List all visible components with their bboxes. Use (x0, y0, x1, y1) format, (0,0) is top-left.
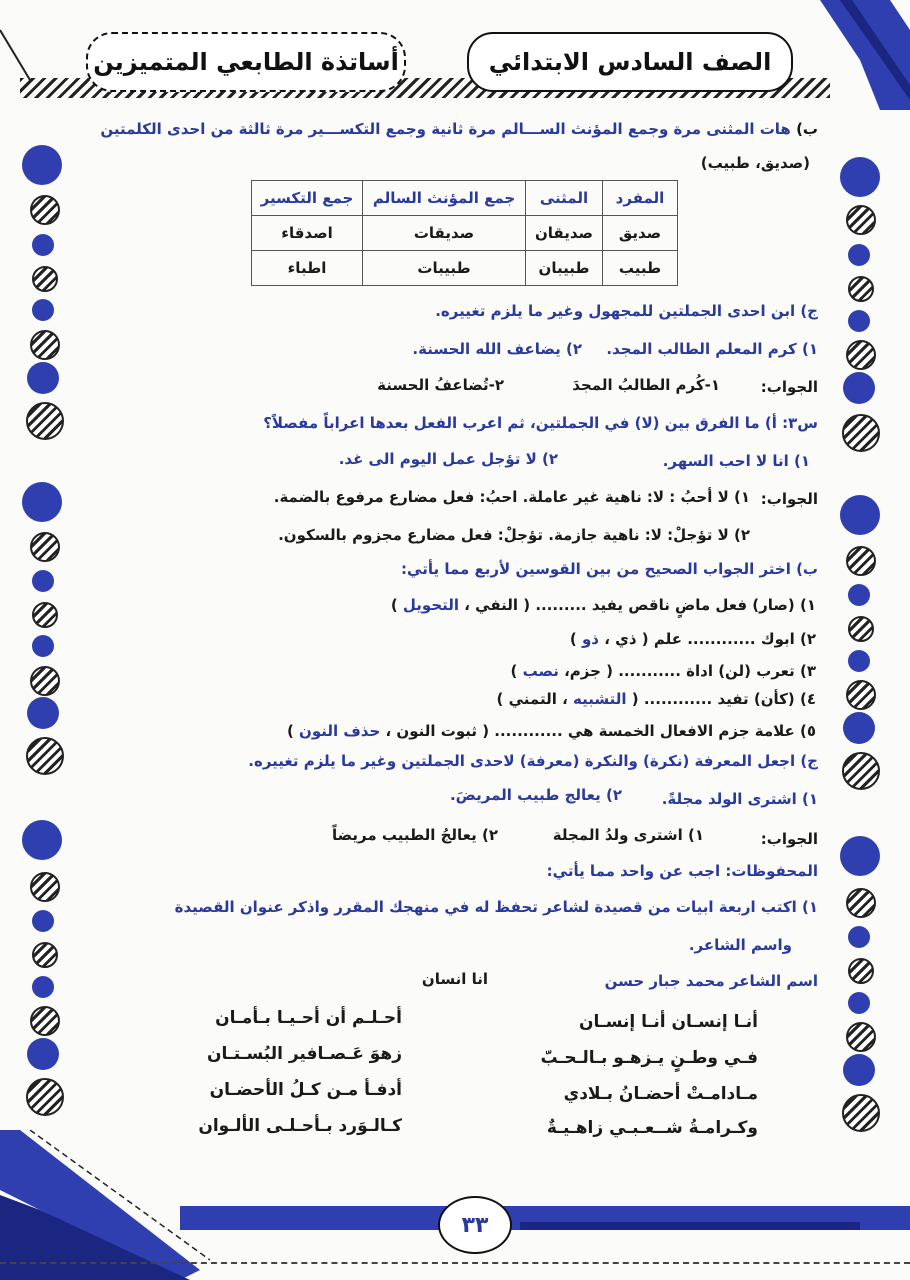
poem-verse-right-4: وكـرامـةُ شــعـبـي زاهـيـةٌ (546, 1118, 758, 1138)
section-c1-sentence-1: ١) كرم المعلم الطالب المجد. (606, 340, 818, 358)
deco-dot (32, 910, 54, 932)
section-b1-question: ب) هات المثنى مرة وجمع المؤنث الســـالم مرة ثانية وجمع التكســـير مرة ثالثة من احدى الكلمتين (100, 120, 818, 138)
corner-stripe-top-left (0, 0, 40, 80)
deco-hatched-dot (26, 402, 64, 440)
teachers-title: أساتذة الطابعي المتميزين (93, 48, 399, 76)
section-c2-answer-2: ٢) يعالجُ الطبيب مريضاً (331, 826, 498, 844)
deco-dot (32, 976, 54, 998)
choice-item-5: ٥) علامة جزم الافعال الخمسة هي ............ ( ثبوت النون ، حذف النون ) (286, 722, 816, 740)
choice-answer: التحويل (402, 596, 460, 614)
section-b2-question: ب) اختر الجواب الصحيح من بين القوسين لأربع مما يأتي: (401, 560, 818, 578)
q3-answer-label: الجواب: (760, 490, 818, 508)
deco-hatched-dot (30, 666, 60, 696)
choice-item-3: ٣) تعرب (لن) اداة ........... ( جزم، نصب ) (510, 662, 816, 680)
deco-dot (32, 234, 54, 256)
deco-dot (843, 712, 875, 744)
deco-dot (840, 157, 880, 197)
section-c2-answer-label: الجواب: (760, 830, 818, 848)
plural-forms-table (251, 180, 678, 286)
choice-item-1: ١) (صار) فعل ماضٍ ناقص يفيد ......... ( النفي ، التحويل ) (390, 596, 816, 614)
deco-dot (27, 362, 59, 394)
memorized-question-continued: واسم الشاعر. (688, 936, 792, 954)
poem-verse-right-1: أنـا إنسـان أنـا إنسـان (579, 1012, 758, 1032)
table-row (252, 251, 678, 286)
deco-hatched-dot (30, 330, 60, 360)
page-number: ٣٣ (438, 1196, 512, 1254)
deco-hatched-dot (846, 546, 876, 576)
deco-dot (843, 1054, 875, 1086)
table-header-cell: جمع المؤنث السالم (363, 181, 526, 216)
grade-title-box (467, 32, 793, 92)
deco-hatched-dot (848, 276, 874, 302)
poem-title: انا انسان (421, 970, 488, 988)
choice-answer: التشبيه (573, 690, 627, 708)
deco-hatched-dot (32, 602, 58, 628)
table-cell: صديقات (363, 216, 526, 251)
table-cell: اطباء (252, 251, 363, 286)
deco-dot (848, 992, 870, 1014)
section-c2-question: ج) اجعل المعرفة (نكرة) والنكرة (معرفة) لاحدى الجملتين وغير ما يلزم تغييره. (248, 752, 818, 770)
deco-hatched-dot (846, 340, 876, 370)
choice-answer: حذف النون (299, 722, 381, 740)
deco-hatched-dot (846, 680, 876, 710)
deco-dot (848, 244, 870, 266)
section-c1-answer-2: ٢-تُضاعفُ الحسنة (377, 376, 504, 394)
table-cell: طبيبان (526, 251, 603, 286)
table-row (252, 216, 678, 251)
deco-hatched-dot (848, 958, 874, 984)
table-cell: اصدقاء (252, 216, 363, 251)
table-cell: صديقان (526, 216, 603, 251)
deco-dot (32, 570, 54, 592)
deco-hatched-dot (26, 1078, 64, 1116)
deco-hatched-dot (30, 195, 60, 225)
table-header-cell: جمع التكسير (252, 181, 363, 216)
q3-question: س٣: أ) ما الفرق بين (لا) في الجملتين، ثم اعرب الفعل بعدها اعراباً مفصلاً؟ (263, 414, 818, 432)
deco-hatched-dot (846, 888, 876, 918)
memorized-title: المحفوظات: اجب عن واحد مما يأتي: (546, 862, 818, 880)
memorized-question: ١) اكتب اربعة ابيات من قصيدة لشاعر تحفظ له في منهجك المقرر واذكر عنوان القصيدة (174, 898, 818, 916)
poem-verse-right-3: مـادامـتْ أحضـانُ بـلادي (563, 1084, 758, 1104)
deco-hatched-dot (26, 737, 64, 775)
section-c2-answer-1: ١) اشترى ولدُ المجلة (552, 826, 704, 844)
deco-hatched-dot (32, 942, 58, 968)
deco-hatched-dot (32, 266, 58, 292)
choice-answer: نصب (522, 662, 559, 680)
footer-dashed-line (0, 1262, 910, 1264)
q3-sentence-1: ١) انا لا احب السهر. (662, 452, 810, 470)
section-b1-words: (صديق، طبيب) (700, 154, 810, 172)
section-c1-answer-label: الجواب: (760, 378, 818, 396)
deco-dot (27, 1038, 59, 1070)
deco-dot (840, 836, 880, 876)
section-c2-sentence-2: ٢) يعالج طبيب المريضَ. (449, 786, 622, 804)
q3-sentence-2: ٢) لا تؤجل عمل اليوم الى غد. (338, 450, 558, 468)
deco-hatched-dot (842, 752, 880, 790)
deco-hatched-dot (842, 414, 880, 452)
deco-dot (843, 372, 875, 404)
grade-title: الصف السادس الابتدائي (488, 48, 772, 76)
deco-dot (22, 482, 62, 522)
poem-verse-left-3: أدفـأ مـن كـلُ الأحضـان (209, 1080, 402, 1100)
table-cell: طبيبات (363, 251, 526, 286)
poet-name: اسم الشاعر محمد جبار حسن (604, 972, 818, 990)
deco-dot (840, 495, 880, 535)
deco-hatched-dot (846, 1022, 876, 1052)
deco-dot (32, 635, 54, 657)
choice-answer: ذو (581, 630, 599, 648)
deco-dot (22, 145, 62, 185)
deco-hatched-dot (842, 1094, 880, 1132)
section-c2-sentence-1: ١) اشترى الولد مجلةً. (661, 790, 818, 808)
poem-verse-left-4: كـالـوَرد بـأحـلـى الألـوان (198, 1116, 402, 1136)
deco-hatched-dot (30, 872, 60, 902)
deco-dot (848, 650, 870, 672)
section-c1-sentence-2: ٢) يضاعف الله الحسنة. (412, 340, 582, 358)
footer-band-inner (520, 1222, 860, 1230)
choice-item-2: ٢) ابوك ............ علم ( ذي ، ذو ) (569, 630, 816, 648)
table-cell: صديق (603, 216, 678, 251)
poem-verse-left-2: زهوَ عَـصـافير البُسـتـان (207, 1044, 402, 1064)
section-c1-question: ج) ابن احدى الجملتين للمجهول وغير ما يلزم تغييره. (435, 302, 818, 320)
deco-dot (848, 584, 870, 606)
table-cell: طبيب (603, 251, 678, 286)
section-c1-answer-1: ١-كُرم الطالبُ المجدَ (572, 376, 720, 394)
teachers-title-box (86, 32, 406, 92)
q3-answer-2: ٢) لا تؤجلْ: لا: ناهية جازمة. تؤجلْ: فعل مضارع مجزوم بالسكون. (278, 526, 750, 544)
table-header-cell: المثنى (526, 181, 603, 216)
table-header-cell: المفرد (603, 181, 678, 216)
table-header-row (252, 181, 678, 216)
deco-dot (32, 299, 54, 321)
poem-verse-left-1: أحـلـم أن أحـيـا بـأمـان (215, 1008, 402, 1028)
q3-answer-1: ١) لا أحبُ : لا: ناهية غير عاملة. احبُ: فعل مضارع مرفوع بالضمة. (273, 488, 750, 506)
deco-dot (848, 926, 870, 948)
poem-verse-right-2: فـي وطـنٍ يـزهـو بـالـحـبّ (540, 1048, 758, 1068)
choice-item-4: ٤) (كأن) تفيد ............ ( التشبيه ، التمني ) (496, 690, 816, 708)
deco-hatched-dot (848, 616, 874, 642)
deco-dot (22, 820, 62, 860)
deco-hatched-dot (30, 532, 60, 562)
deco-dot (27, 697, 59, 729)
deco-hatched-dot (846, 205, 876, 235)
deco-dot (848, 310, 870, 332)
deco-hatched-dot (30, 1006, 60, 1036)
corner-stripe-bottom-left (0, 1130, 210, 1280)
